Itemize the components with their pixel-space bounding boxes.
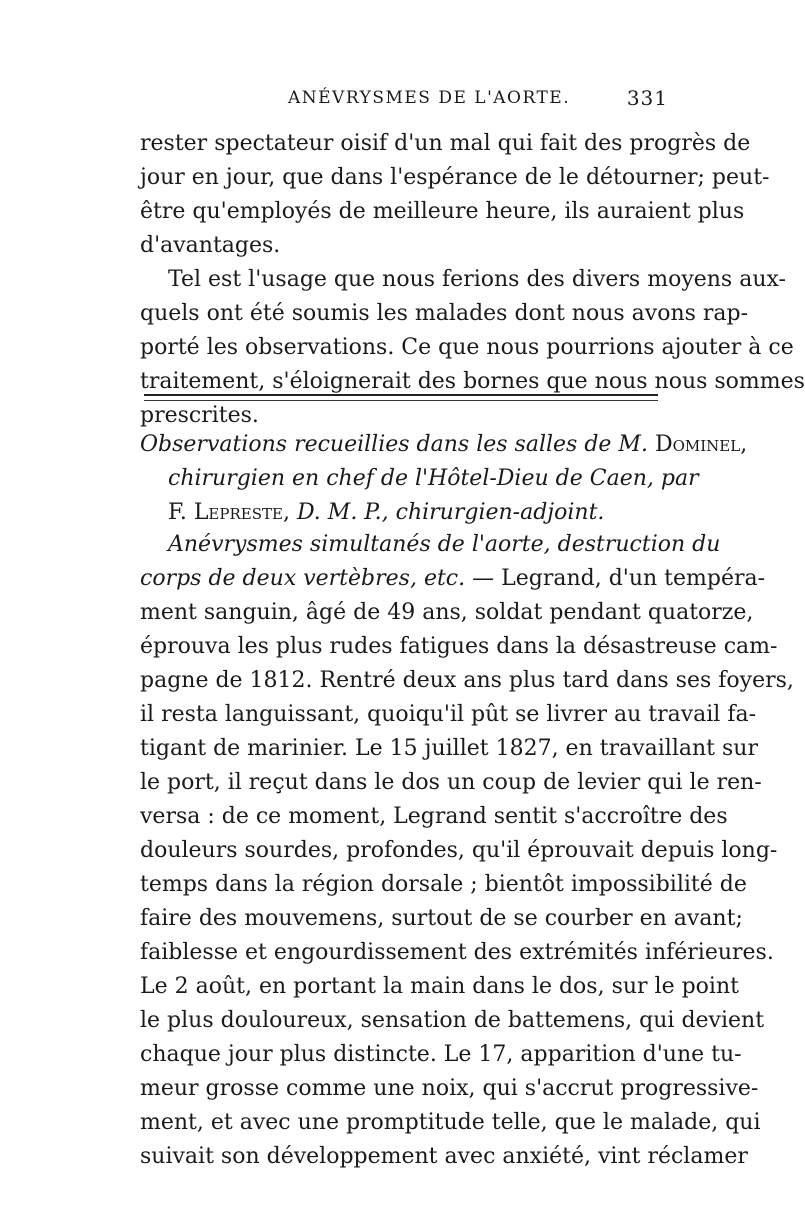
heading-punct: , bbox=[740, 432, 748, 457]
text-line: meur grosse comme une noix, qui s'accrut progressive- bbox=[140, 1076, 759, 1101]
heading-text: Observations recueillies dans les salles de M. bbox=[140, 432, 648, 457]
heading-punct: , bbox=[282, 500, 290, 525]
text-line: versa : de ce moment, Legrand sentit s'accroître des bbox=[140, 804, 728, 829]
page-number: 331 bbox=[626, 86, 668, 110]
author-degree: D. M. P. bbox=[296, 500, 382, 525]
text-line: quels ont été soumis les malades dont nous avons rap- bbox=[140, 301, 749, 326]
text-line: rester spectateur oisif d'un mal qui fait des progrès de bbox=[140, 131, 751, 156]
text-line: temps dans la région dorsale ; bientôt impossibilité de bbox=[140, 872, 747, 897]
text-line: Le 2 août, en portant la main dans le dos, sur le point bbox=[140, 974, 739, 999]
section-divider bbox=[144, 394, 658, 405]
text-line: douleurs sourdes, profondes, qu'il éprouvait depuis long- bbox=[140, 838, 778, 863]
text-line: porté les observations. Ce que nous pourrions ajouter à ce bbox=[140, 335, 794, 360]
text-line: le plus douloureux, sensation de battemens, qui devient bbox=[140, 1008, 765, 1033]
case-text: — Legrand, d'un tempéra- bbox=[465, 566, 766, 591]
author-name: F. Lepreste bbox=[168, 500, 283, 525]
text-line: pagne de 1812. Rentré deux ans plus tard dans ses foyers, bbox=[140, 668, 794, 693]
divider-rule bbox=[144, 400, 658, 401]
heading-line: chirurgien en chef de l'Hôtel-Dieu de Caen, par bbox=[168, 466, 699, 491]
text-line: jour en jour, que dans l'espérance de le détourner; peut- bbox=[140, 165, 770, 190]
surgeon-name: Dominel bbox=[654, 432, 741, 457]
text-line: tigant de marinier. Le 15 juillet 1827, en travaillant sur bbox=[140, 736, 758, 761]
divider-rule bbox=[144, 394, 658, 396]
text-line: éprouva les plus rudes fatigues dans la désastreuse cam- bbox=[140, 634, 778, 659]
text-line: Tel est l'usage que nous ferions des divers moyens aux- bbox=[168, 267, 786, 292]
author-title: , chirurgien-adjoint. bbox=[381, 500, 605, 525]
observations-heading bbox=[140, 428, 748, 530]
paragraph-continuation bbox=[140, 127, 805, 433]
text-line bbox=[140, 562, 766, 596]
text-line: d'avantages. bbox=[140, 233, 281, 258]
running-header bbox=[140, 88, 668, 118]
text-line: le port, il reçut dans le dos un coup de levier qui le ren- bbox=[140, 770, 762, 795]
text-line: suivait son développement avec anxiété, vint réclamer bbox=[140, 1144, 748, 1169]
case-title: Anévrysmes simultanés de l'aorte, destruction du bbox=[168, 532, 721, 557]
text-line: il resta languissant, quoiqu'il pût se livrer au travail fa- bbox=[140, 702, 757, 727]
text-line: être qu'employés de meilleure heure, ils auraient plus bbox=[140, 199, 745, 224]
case-title-cont: corps de deux vertèbres, etc. bbox=[140, 566, 466, 591]
case-report bbox=[140, 528, 794, 1174]
text-line: traitement, s'éloignerait des bornes que nous nous sommes bbox=[140, 369, 805, 394]
running-title: ANÉVRYSMES DE L'AORTE. bbox=[288, 88, 571, 108]
heading-line bbox=[140, 496, 668, 530]
text-line: ment, et avec une promptitude telle, que le malade, qui bbox=[140, 1110, 761, 1135]
text-line: faiblesse et engourdissement des extrémités inférieures. bbox=[140, 940, 774, 965]
text-line: chaque jour plus distincte. Le 17, apparition d'une tu- bbox=[140, 1042, 742, 1067]
text-line: faire des mouvemens, surtout de se courber en avant; bbox=[140, 906, 743, 931]
text-line: ment sanguin, âgé de 49 ans, soldat pendant quatorze, bbox=[140, 600, 754, 625]
heading-line bbox=[140, 428, 748, 462]
text-line: prescrites. bbox=[140, 403, 259, 428]
